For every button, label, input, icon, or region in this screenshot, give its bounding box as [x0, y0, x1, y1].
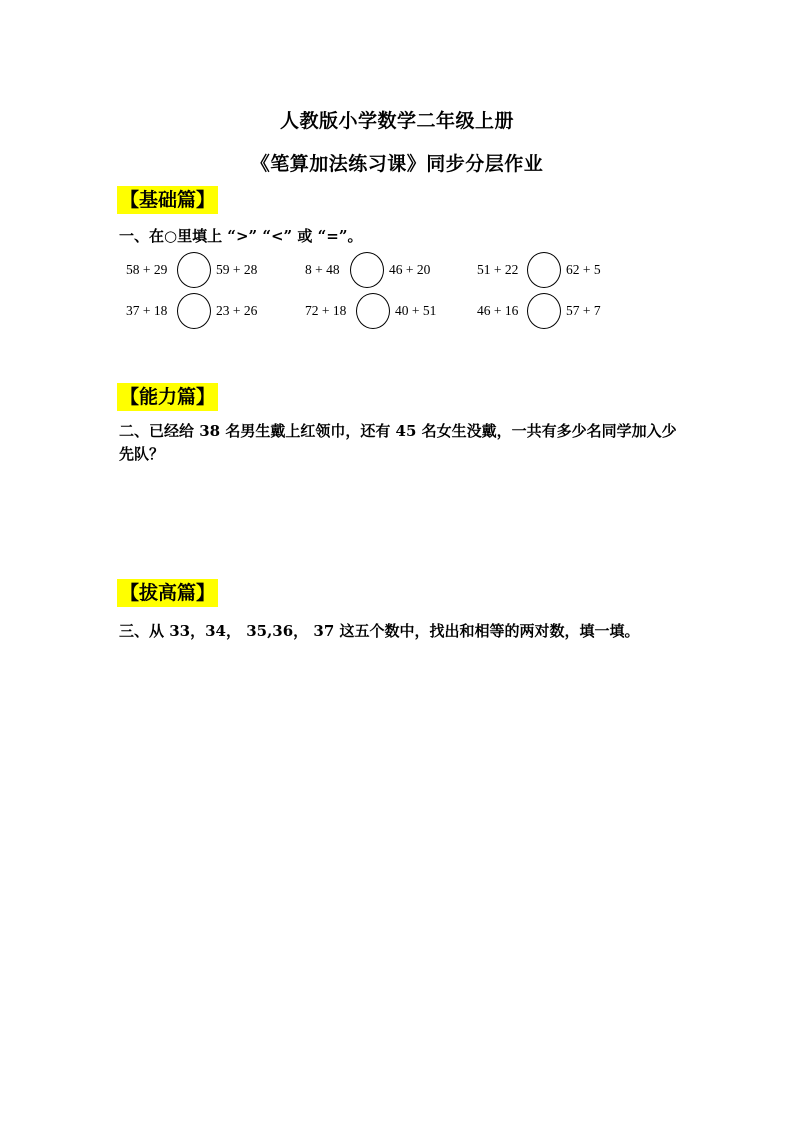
left-expression: 58 + 29: [126, 262, 168, 277]
right-expression: 59 + 28: [216, 262, 258, 277]
section-tag-ability: 【能力篇】: [117, 383, 218, 411]
left-expression: 51 + 22: [477, 262, 519, 277]
right-expression: 46 + 20: [389, 262, 431, 277]
left-expression: 46 + 16: [477, 303, 519, 318]
answer-circle[interactable]: [356, 293, 390, 329]
question-3: 三、从 33，34， 35,36， 37 这五个数中，找出和相等的两对数，填一填。: [119, 622, 640, 640]
right-expression: 62 + 5: [566, 262, 601, 277]
answer-circle[interactable]: [177, 293, 211, 329]
page-subtitle: 《笔算加法练习课》同步分层作业: [250, 153, 544, 175]
right-expression: 57 + 7: [566, 303, 601, 318]
answer-circle[interactable]: [527, 252, 561, 288]
section-tag-advanced: 【拔高篇】: [117, 579, 218, 607]
answer-circle[interactable]: [177, 252, 211, 288]
left-expression: 37 + 18: [126, 303, 168, 318]
question-1: 一、在○里填上 “>” “<” 或 “=”。: [119, 227, 363, 245]
right-expression: 40 + 51: [395, 303, 437, 318]
right-expression: 23 + 26: [216, 303, 258, 318]
question-2: 二、已经给 38 名男生戴上红领巾，还有 45 名女生没戴，一共有多少名同学加入少先队？: [119, 422, 677, 463]
answer-circle[interactable]: [527, 293, 561, 329]
answer-circle[interactable]: [350, 252, 384, 288]
left-expression: 8 + 48: [305, 262, 340, 277]
left-expression: 72 + 18: [305, 303, 347, 318]
section-tag-basic: 【基础篇】: [117, 186, 218, 214]
page-title: 人教版小学数学二年级上册: [279, 110, 514, 132]
